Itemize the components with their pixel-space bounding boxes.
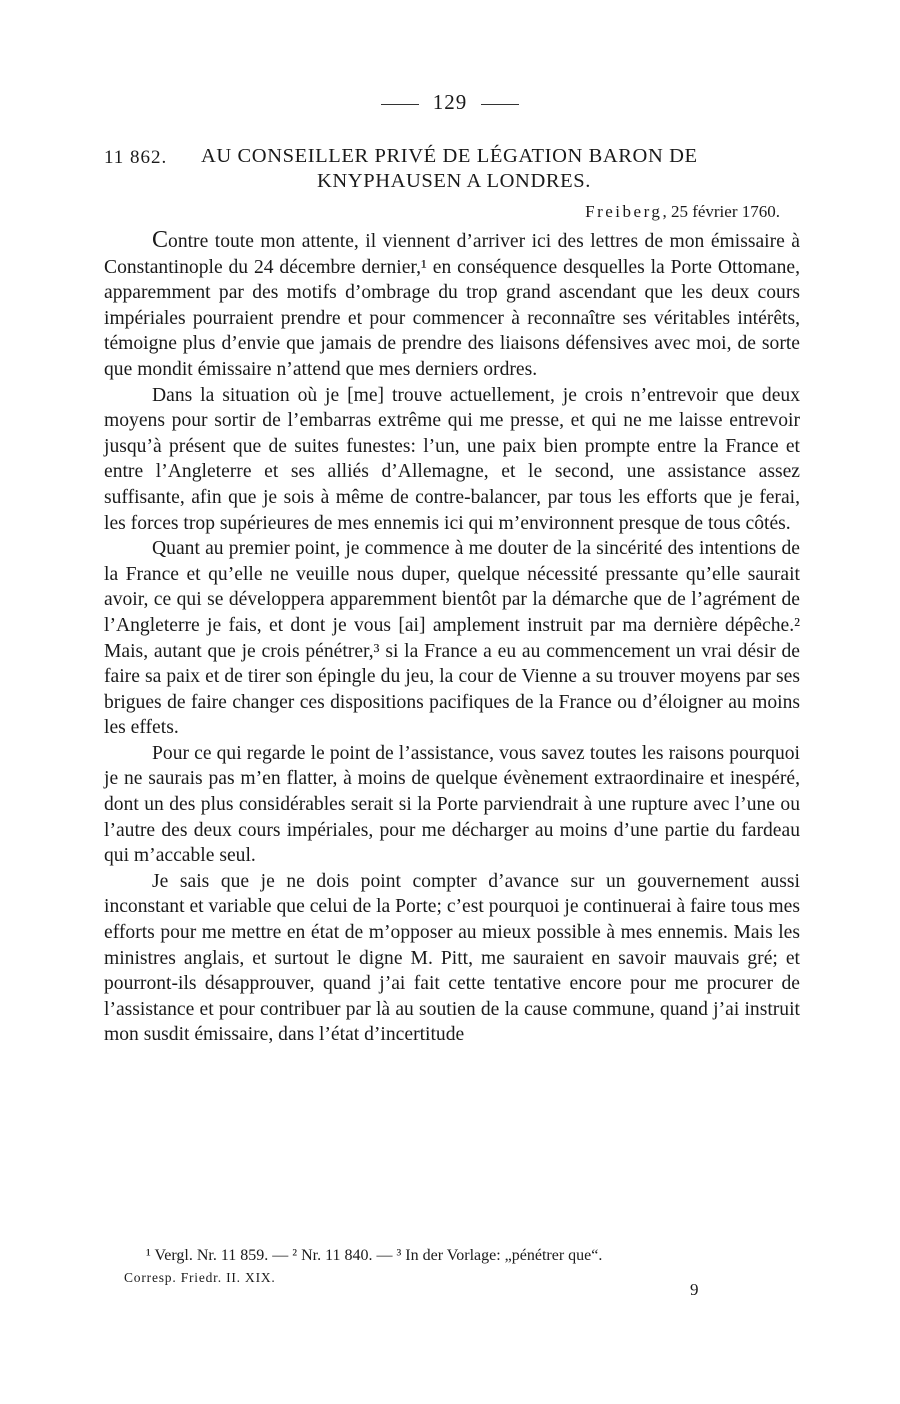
letter-title-line1: AU CONSEILLER PRIVÉ DE LÉGATION BARON DE bbox=[201, 145, 698, 167]
page-number-text: 129 bbox=[432, 90, 468, 114]
letter-number: 11 862. bbox=[104, 147, 168, 168]
footnotes: ¹ Vergl. Nr. 11 859. — ² Nr. 11 840. — ³ In der Vorlage: „pénétrer que“. bbox=[146, 1247, 603, 1264]
letter-body bbox=[104, 228, 800, 1048]
paragraph: Contre toute mon attente, il viennent d’arriver ici des lettres de mon émissaire à Constantinople du 24 décembre dernier,¹ en conséquence desquelles la Porte Ottomane, apparemment par des motifs d’ombrage du trop grand ascendant que les deux cours impériales pourraient prendre et pour commencer à reconnaître ses véritables intérêts, témoigne plus d’envie que jamais de prendre des liaisons défensives avec moi, de sorte que mondit émissaire n’attend que mes derniers ordres. bbox=[104, 227, 800, 380]
dateline bbox=[585, 202, 780, 222]
signature-line: Corresp. Friedr. II. XIX. bbox=[124, 1270, 276, 1285]
paragraph: Quant au premier point, je commence à me douter de la sincérité des intentions de la France et qu’elle ne veuille nous duper, quelque nécessité pressante qu’elle saurait avoir, ce qui se développera apparemment bientôt par la démarche que de l’agrément de l’Angleterre je fais, et dont je vous [ai] amplement instruit par ma dernière dépêche.² Mais, autant que je crois pénétrer,³ si la France a eu au commencement un vrai désir de faire sa paix et de tirer son épingle du jeu, la cour de Vienne a su trouver moyens par ses brigues de faire changer ces dispositions pacifiques de la France ou d’éloigner au moins les effets. bbox=[104, 538, 800, 739]
paragraph: Je sais que je ne dois point compter d’avance sur un gouvernement aussi inconstant et variable que celui de la Porte; c’est pourquoi je continuerai à faire tous mes efforts pour me mettre en état de m’opposer au mieux possible à mes ennemis. Mais les ministres anglais, et surtout le digne M. Pitt, me sauraient en savoir mauvais gré; et pourront-ils désapprouver, quand j’ai fait cette tentative encore pour me procurer de l’assistance et pour contribuer par là au soutien de la cause commune, quand j’ai instruit mon susdit émissaire, dans l’état d’incertitude bbox=[104, 870, 800, 1046]
paragraph: Pour ce qui regarde le point de l’assistance, vous savez toutes les raisons pourquoi je ne saurais pas m’en flatter, à moins de quelque évènement extraordinaire et inespéré, dont un des plus considérables serait si la Porte parviendrait à une rupture avec l’une ou l’autre des deux cours impériales, pour me décharger au moins d’une partie du fardeau qui m’accable seul. bbox=[104, 742, 800, 867]
page-number-rule-right bbox=[481, 104, 519, 105]
dateline-place: Freiberg bbox=[585, 202, 663, 221]
signature-number: 9 bbox=[690, 1280, 699, 1299]
dateline-date: , 25 février 1760. bbox=[662, 202, 780, 221]
letter-title-line2: KNYPHAUSEN A LONDRES. bbox=[316, 170, 591, 192]
page-number-rule-left bbox=[381, 104, 419, 105]
page-number bbox=[0, 90, 900, 115]
paragraph: Dans la situation où je [me] trouve actuellement, je crois n’entrevoir que deux moyens pour sortir de l’embarras extrême qui me presse, et qui ne me laisse entrevoir jusqu’à présent que de suites funestes: l’un, une paix bien prompte entre la France et entre l’Angleterre et ses alliés d’Allemagne, et le second, une assistance assez suffisante, afin que je sois à même de contre-balancer, par tous les efforts que je ferai, les forces trop supérieures de mes ennemis ici qui m’environnent presque de tous côtés. bbox=[104, 384, 800, 534]
